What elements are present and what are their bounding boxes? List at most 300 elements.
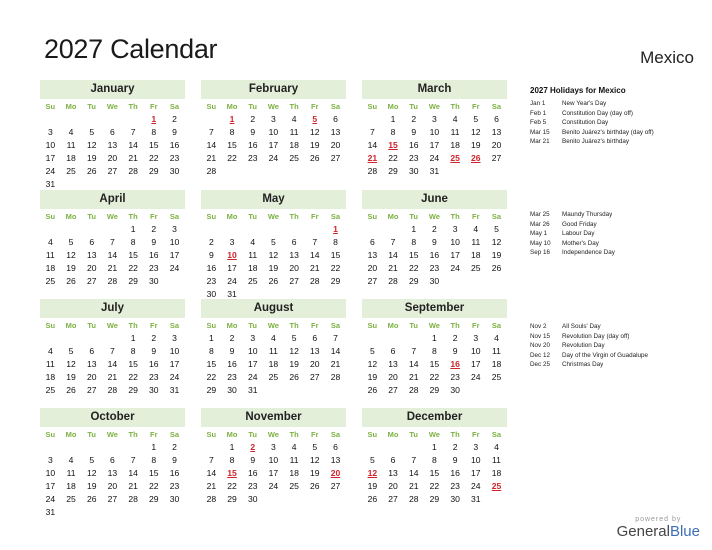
day-cell: 11 xyxy=(289,127,299,137)
holiday-date: Sep 16 xyxy=(530,249,550,256)
week-row xyxy=(40,441,185,454)
holiday-row xyxy=(530,137,705,147)
day-cell: 15 xyxy=(330,250,341,260)
empty-day-cell xyxy=(403,332,424,345)
day-cell: 18 xyxy=(268,359,279,369)
day-cell: 21 xyxy=(128,481,138,491)
day-cell: 8 xyxy=(151,455,157,465)
day-cell: 26 xyxy=(367,385,378,395)
empty-day-cell xyxy=(383,441,404,454)
day-cell: 13 xyxy=(310,346,320,356)
empty-day-cell xyxy=(61,506,82,519)
holiday-row xyxy=(530,118,705,128)
day-cell: 25 xyxy=(66,494,76,504)
day-cell: 19 xyxy=(289,359,299,369)
day-cell: 23 xyxy=(149,263,159,273)
week-row xyxy=(362,165,507,178)
day-cell: 27 xyxy=(388,385,398,395)
empty-day-cell xyxy=(383,223,404,236)
day-cell: 22 xyxy=(149,153,159,163)
day-cell: 19 xyxy=(268,263,279,273)
holiday-name: Revolution Day (day off) xyxy=(562,332,630,340)
day-cell: 31 xyxy=(247,385,258,395)
day-cell: 8 xyxy=(229,127,235,137)
week-row xyxy=(362,454,507,467)
empty-day-cell xyxy=(284,384,305,397)
weekday-label: Tu xyxy=(87,212,97,221)
day-cell: 8 xyxy=(151,127,157,137)
day-cell: 15 xyxy=(429,359,440,369)
day-cell: 24 xyxy=(429,153,440,163)
day-cell: 12 xyxy=(66,359,76,369)
day-cell: 3 xyxy=(271,442,276,452)
day-cell: 20 xyxy=(86,263,97,273)
weekday-label: Fr xyxy=(150,430,158,439)
day-cell: 6 xyxy=(333,442,338,452)
weekday-label: Su xyxy=(206,321,217,330)
weekday-label: Sa xyxy=(491,430,502,439)
day-cell: 16 xyxy=(149,359,159,369)
weekday-label: Su xyxy=(206,430,217,439)
weekday-label: Fr xyxy=(472,102,480,111)
empty-day-cell xyxy=(304,384,325,397)
weekday-label: Tu xyxy=(248,102,258,111)
day-cell: 18 xyxy=(491,359,502,369)
day-cell: 1 xyxy=(432,442,437,452)
empty-day-cell xyxy=(486,493,507,506)
day-cell: 4 xyxy=(494,442,499,452)
day-cell: 11 xyxy=(268,346,278,356)
day-cell: 29 xyxy=(429,494,440,504)
week-row xyxy=(40,126,185,139)
day-cell: 6 xyxy=(390,455,396,465)
day-cell: 27 xyxy=(330,481,341,491)
day-cell: 27 xyxy=(310,372,320,382)
day-cell: 10 xyxy=(227,250,237,260)
day-cell: 7 xyxy=(333,333,338,343)
week-row xyxy=(201,275,346,288)
day-cell: 5 xyxy=(473,114,479,124)
day-cell: 19 xyxy=(86,153,97,163)
day-cell: 20 xyxy=(86,372,97,382)
week-row xyxy=(362,236,507,249)
day-cell: 20 xyxy=(388,372,398,382)
weekday-label: We xyxy=(106,430,118,439)
weekday-header-row xyxy=(40,210,185,223)
day-cell: 15 xyxy=(149,468,159,478)
day-cell: 28 xyxy=(107,276,118,286)
day-cell: 21 xyxy=(367,153,378,163)
month-header: January xyxy=(40,80,185,99)
empty-day-cell xyxy=(102,506,123,519)
day-cell: 26 xyxy=(310,153,320,163)
week-row xyxy=(40,345,185,358)
week-row xyxy=(362,262,507,275)
weekday-label: Mo xyxy=(226,102,238,111)
day-cell: 17 xyxy=(429,140,440,150)
holiday-name: New Year's Day xyxy=(562,100,607,107)
day-cell: 16 xyxy=(247,140,258,150)
weekday-label: Su xyxy=(45,102,56,111)
day-cell: 24 xyxy=(247,372,258,382)
weekday-label: Fr xyxy=(150,321,158,330)
empty-day-cell xyxy=(304,223,325,236)
day-cell: 12 xyxy=(289,346,299,356)
holiday-row xyxy=(530,220,705,230)
day-cell: 27 xyxy=(86,276,97,286)
day-cell: 20 xyxy=(289,263,299,273)
week-row xyxy=(40,358,185,371)
day-cell: 22 xyxy=(128,263,138,273)
day-cell: 22 xyxy=(429,481,440,491)
day-cell: 5 xyxy=(369,455,375,465)
empty-day-cell xyxy=(263,165,284,178)
holiday-name: Benito Juárez's birthday (day off) xyxy=(562,128,654,136)
day-cell: 19 xyxy=(310,468,320,478)
day-cell: 25 xyxy=(45,385,56,395)
day-cell: 1 xyxy=(151,114,157,124)
week-row xyxy=(201,358,346,371)
empty-day-cell xyxy=(284,165,305,178)
month-december xyxy=(362,408,507,506)
day-cell: 16 xyxy=(149,250,159,260)
weekday-label: We xyxy=(428,321,440,330)
day-cell: 2 xyxy=(452,442,458,452)
weekday-label: Su xyxy=(367,430,378,439)
day-cell: 9 xyxy=(172,455,177,465)
day-cell: 28 xyxy=(107,385,118,395)
day-cell: 24 xyxy=(45,166,56,176)
day-cell: 5 xyxy=(89,127,95,137)
empty-day-cell xyxy=(304,165,325,178)
day-cell: 7 xyxy=(312,237,318,247)
weekday-header-row xyxy=(40,319,185,332)
empty-day-cell xyxy=(465,384,486,397)
week-row xyxy=(40,139,185,152)
day-cell: 18 xyxy=(66,481,76,491)
day-cell: 22 xyxy=(388,153,398,163)
day-cell: 29 xyxy=(330,276,341,286)
day-cell: 5 xyxy=(68,237,74,247)
day-cell: 22 xyxy=(429,372,440,382)
day-cell: 18 xyxy=(289,468,299,478)
day-cell: 28 xyxy=(367,166,378,176)
day-cell: 17 xyxy=(247,359,258,369)
weekday-header-row xyxy=(40,428,185,441)
powered-by-text: powered by xyxy=(635,516,682,523)
holiday-name: Labour Day xyxy=(562,230,595,237)
day-cell: 12 xyxy=(491,237,502,247)
day-cell: 13 xyxy=(367,250,378,260)
weekday-label: Th xyxy=(289,321,299,330)
empty-day-cell xyxy=(102,113,123,126)
day-cell: 9 xyxy=(208,250,214,260)
day-cell: 22 xyxy=(227,481,237,491)
empty-day-cell xyxy=(40,113,61,126)
holiday-name: Maundy Thursday xyxy=(562,211,613,218)
empty-day-cell xyxy=(383,332,404,345)
month-header: May xyxy=(201,190,346,209)
day-cell: 11 xyxy=(450,127,460,137)
day-cell: 23 xyxy=(429,263,440,273)
day-cell: 14 xyxy=(310,250,320,260)
day-cell: 23 xyxy=(450,372,460,382)
weekday-label: Sa xyxy=(491,102,502,111)
brand-name-part2: Blue xyxy=(669,523,700,540)
weekday-label: Tu xyxy=(87,102,97,111)
day-cell: 30 xyxy=(206,289,217,299)
weekday-label: We xyxy=(267,430,279,439)
weekday-label: Fr xyxy=(472,212,480,221)
day-cell: 12 xyxy=(66,250,76,260)
day-cell: 7 xyxy=(208,127,214,137)
day-cell: 18 xyxy=(45,372,56,382)
week-row xyxy=(40,262,185,275)
empty-day-cell xyxy=(465,275,486,288)
day-cell: 2 xyxy=(411,114,417,124)
day-cell: 20 xyxy=(388,481,398,491)
month-november xyxy=(201,408,346,506)
day-cell: 14 xyxy=(367,140,378,150)
week-row xyxy=(201,249,346,262)
day-cell: 19 xyxy=(86,481,97,491)
weekday-label: Tu xyxy=(87,430,97,439)
day-cell: 10 xyxy=(169,346,180,356)
week-row xyxy=(40,152,185,165)
day-cell: 10 xyxy=(450,237,460,247)
week-row xyxy=(362,152,507,165)
day-cell: 6 xyxy=(312,333,318,343)
empty-day-cell xyxy=(263,384,284,397)
day-cell: 28 xyxy=(206,494,217,504)
day-cell: 24 xyxy=(169,263,180,273)
day-cell: 17 xyxy=(227,263,237,273)
day-cell: 11 xyxy=(492,455,501,465)
day-cell: 10 xyxy=(268,455,279,465)
brand-logo xyxy=(617,516,700,540)
week-row xyxy=(362,332,507,345)
day-cell: 15 xyxy=(227,140,237,150)
day-cell: 30 xyxy=(450,494,460,504)
weekday-label: Mo xyxy=(387,212,399,221)
week-row xyxy=(40,454,185,467)
week-row xyxy=(40,249,185,262)
weekday-label: Fr xyxy=(472,430,480,439)
weekday-label: Su xyxy=(45,212,56,221)
day-cell: 13 xyxy=(491,127,502,137)
month-march xyxy=(362,80,507,178)
month-february xyxy=(201,80,346,178)
weekday-label: Fr xyxy=(311,212,319,221)
week-row xyxy=(362,249,507,262)
day-cell: 4 xyxy=(494,333,499,343)
holiday-name: Constitution Day xyxy=(562,119,609,126)
weekday-header-row xyxy=(201,428,346,441)
week-row xyxy=(201,467,346,480)
day-cell: 16 xyxy=(227,359,237,369)
empty-day-cell xyxy=(486,165,507,178)
day-cell: 14 xyxy=(206,468,217,478)
day-cell: 5 xyxy=(369,346,375,356)
day-cell: 7 xyxy=(110,346,115,356)
day-cell: 29 xyxy=(128,385,138,395)
week-row xyxy=(362,441,507,454)
week-row xyxy=(201,332,346,345)
day-cell: 15 xyxy=(149,140,159,150)
day-cell: 17 xyxy=(169,359,180,369)
day-cell: 20 xyxy=(310,359,320,369)
day-cell: 16 xyxy=(408,140,419,150)
day-cell: 14 xyxy=(408,359,419,369)
day-cell: 16 xyxy=(450,359,460,369)
day-cell: 7 xyxy=(390,237,396,247)
holiday-date: Dec 25 xyxy=(530,361,550,368)
day-cell: 12 xyxy=(367,359,378,369)
empty-day-cell xyxy=(222,223,243,236)
weekday-label: Fr xyxy=(311,321,319,330)
day-cell: 29 xyxy=(388,166,398,176)
empty-day-cell xyxy=(164,506,185,519)
weekday-label: Fr xyxy=(311,430,319,439)
holiday-date: May 10 xyxy=(530,239,551,247)
weekday-label: Su xyxy=(45,321,56,330)
day-cell: 5 xyxy=(271,237,276,247)
day-cell: 25 xyxy=(268,372,279,382)
day-cell: 18 xyxy=(289,140,299,150)
day-cell: 22 xyxy=(128,372,138,382)
month-january xyxy=(40,80,185,191)
day-cell: 26 xyxy=(86,166,97,176)
day-cell: 25 xyxy=(491,372,502,382)
week-row xyxy=(201,480,346,493)
day-cell: 15 xyxy=(206,359,217,369)
day-cell: 3 xyxy=(172,333,177,343)
day-cell: 18 xyxy=(450,140,460,150)
weekday-label: Th xyxy=(450,212,460,221)
month-header: December xyxy=(362,408,507,427)
holiday-group xyxy=(530,322,705,370)
empty-day-cell xyxy=(81,506,102,519)
week-row xyxy=(201,441,346,454)
day-cell: 9 xyxy=(151,237,157,247)
day-cell: 14 xyxy=(107,359,118,369)
weekday-label: Fr xyxy=(150,212,158,221)
weekday-label: Sa xyxy=(330,212,341,221)
day-cell: 22 xyxy=(227,153,237,163)
day-cell: 25 xyxy=(247,276,258,286)
day-cell: 8 xyxy=(432,346,437,356)
day-cell: 5 xyxy=(312,442,318,452)
brand-name-part1: General xyxy=(616,523,670,540)
weekday-label: Mo xyxy=(65,430,77,439)
month-header: April xyxy=(40,190,185,209)
day-cell: 8 xyxy=(130,237,136,247)
empty-day-cell xyxy=(325,384,346,397)
day-cell: 3 xyxy=(229,237,235,247)
week-row xyxy=(201,236,346,249)
day-cell: 25 xyxy=(66,166,76,176)
week-row xyxy=(362,371,507,384)
day-cell: 10 xyxy=(45,468,56,478)
holiday-date: Mar 25 xyxy=(530,211,550,218)
day-cell: 2 xyxy=(432,224,437,234)
day-cell: 13 xyxy=(86,359,97,369)
empty-day-cell xyxy=(143,506,164,519)
day-cell: 5 xyxy=(68,346,74,356)
day-cell: 22 xyxy=(330,263,341,273)
holiday-row xyxy=(530,99,705,109)
day-cell: 27 xyxy=(388,494,398,504)
day-cell: 1 xyxy=(333,224,338,234)
month-header: June xyxy=(362,190,507,209)
weekday-header-row xyxy=(362,428,507,441)
day-cell: 3 xyxy=(271,114,276,124)
day-cell: 22 xyxy=(408,263,419,273)
empty-day-cell xyxy=(201,223,222,236)
day-cell: 17 xyxy=(45,481,56,491)
week-row xyxy=(40,223,185,236)
empty-day-cell xyxy=(123,113,144,126)
day-cell: 24 xyxy=(45,494,56,504)
day-cell: 12 xyxy=(86,140,97,150)
holiday-row xyxy=(530,360,705,370)
day-cell: 8 xyxy=(390,127,396,137)
day-cell: 4 xyxy=(47,237,53,247)
holiday-date: Mar 26 xyxy=(530,220,550,228)
day-cell: 1 xyxy=(130,224,136,234)
day-cell: 9 xyxy=(411,127,417,137)
weekday-label: We xyxy=(267,102,279,111)
day-cell: 26 xyxy=(491,263,502,273)
weekday-label: Th xyxy=(289,430,299,439)
day-cell: 2 xyxy=(250,114,256,124)
day-cell: 13 xyxy=(388,359,398,369)
empty-day-cell xyxy=(362,113,383,126)
day-cell: 14 xyxy=(206,140,217,150)
day-cell: 15 xyxy=(408,250,419,260)
week-row xyxy=(40,236,185,249)
day-cell: 6 xyxy=(110,127,115,137)
day-cell: 25 xyxy=(450,153,460,163)
day-cell: 17 xyxy=(471,468,481,478)
day-cell: 24 xyxy=(471,372,481,382)
weekday-label: Sa xyxy=(330,430,341,439)
day-cell: 19 xyxy=(471,140,481,150)
day-cell: 20 xyxy=(330,468,341,478)
day-cell: 29 xyxy=(149,494,159,504)
week-row xyxy=(40,467,185,480)
week-row xyxy=(201,262,346,275)
week-row xyxy=(201,165,346,178)
empty-day-cell xyxy=(362,332,383,345)
empty-day-cell xyxy=(242,165,263,178)
country-name: Mexico xyxy=(640,48,694,67)
day-cell: 19 xyxy=(310,140,320,150)
day-cell: 4 xyxy=(473,224,479,234)
weekday-label: We xyxy=(106,321,118,330)
day-cell: 13 xyxy=(86,250,97,260)
day-cell: 7 xyxy=(208,455,214,465)
holiday-name: Mother's Day xyxy=(562,239,599,247)
empty-day-cell xyxy=(201,113,222,126)
day-cell: 16 xyxy=(169,468,180,478)
day-cell: 29 xyxy=(429,385,440,395)
month-june xyxy=(362,190,507,288)
day-cell: 25 xyxy=(289,481,299,491)
week-row xyxy=(40,480,185,493)
empty-day-cell xyxy=(465,165,486,178)
day-cell: 10 xyxy=(471,455,481,465)
